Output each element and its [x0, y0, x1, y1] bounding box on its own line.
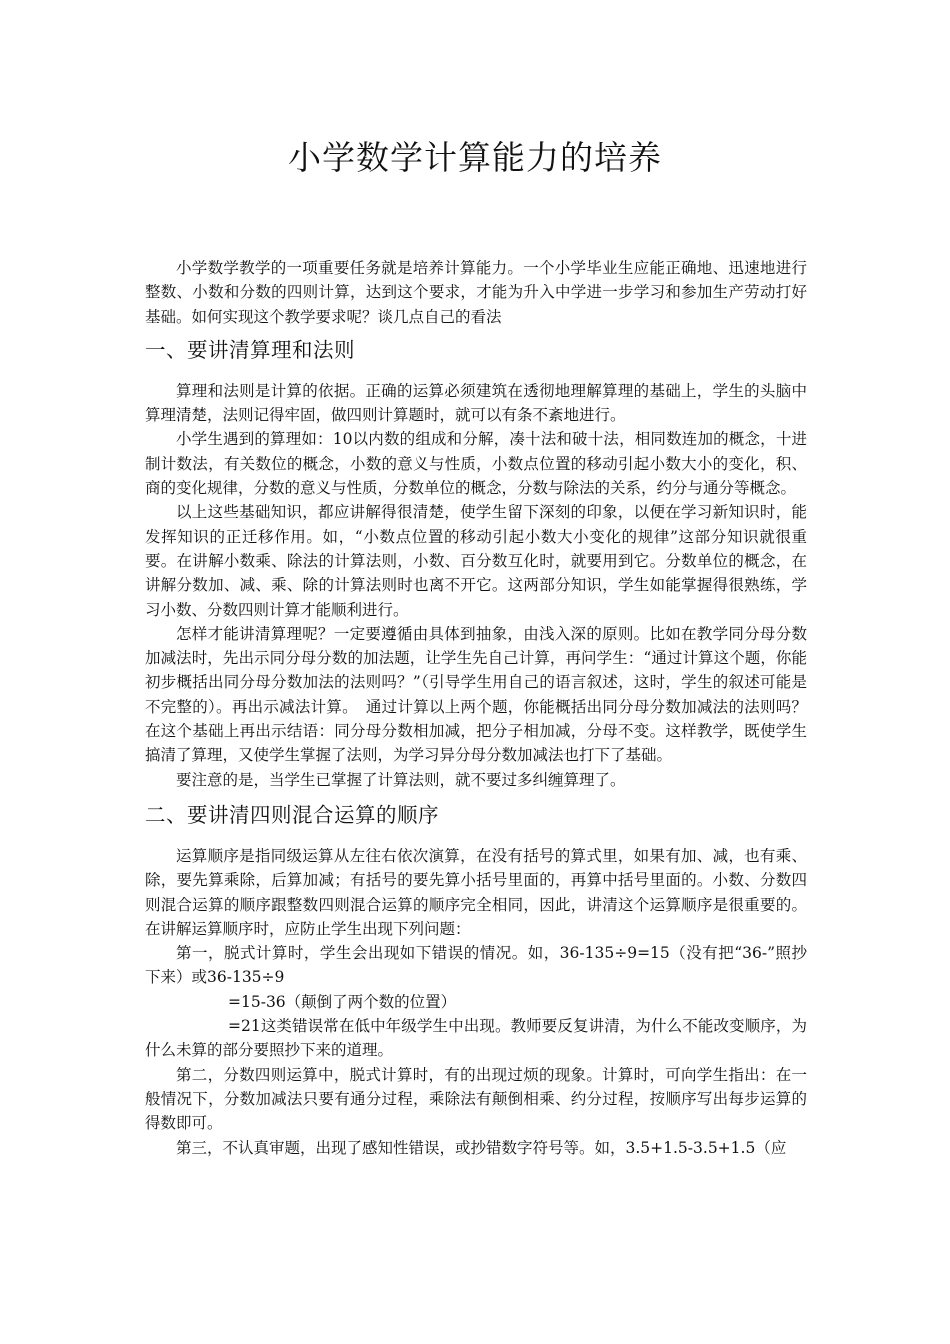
document-title: 小学数学计算能力的培养	[288, 138, 662, 177]
calculation-step: =21这类错误常在低中年级学生中出现。教师要反复讲清，为什么不能改变顺序，为什么未算的部分要照抄下来的道理。	[145, 1017, 807, 1060]
section-1-paragraph: 小学生遇到的算理如：10以内数的组成和分解，凑十法和破十法，相同数连加的概念，十进制计数法，有关数位的概念，小数的意义与性质，小数点位置的移动引起小数大小的变化，积、商的变化规律，分数的意义与性质，分数单位的概念，分数与除法的关系，约分与通分等概念。	[145, 430, 807, 498]
section-2-paragraph: 运算顺序是指同级运算从左往右依次演算，在没有括号的算式里，如果有加、减，也有乘、除，要先算乘除，后算加减；有括号的要先算小括号里面的，再算中括号里面的。小数、分数四则混合运算的顺序跟整数四则混合运算的顺序完全相同，因此，讲清这个运算顺序是很重要的。在讲解运算顺序时，应防止学生出现下列问题：	[145, 846, 807, 938]
section-2-paragraph: 第二，分数四则运算中，脱式计算时，有的出现过烦的现象。计算时，可向学生指出：在一般情况下，分数加减法只要有通分过程，乘除法有颠倒相乘、约分过程，按顺序写出每步运算的得数即可。	[145, 1065, 807, 1133]
intro-paragraph: 小学数学教学的一项重要任务就是培养计算能力。一个小学毕业生应能正确地、迅速地进行整数、小数和分数的四则计算，达到这个要求，才能为升入中学进一步学习和参加生产劳动打好基础。如何实现这个教学要求呢？谈几点自己的看法	[145, 259, 807, 326]
section-1-paragraph: 怎样才能讲清算理呢？一定要遵循由具体到抽象，由浅入深的原则。比如在教学同分母分数加减法时，先出示同分母分数的加法题，让学生先自己计算，再问学生：“通过计算这个题，你能初步概括出同分母分数加法的法则吗？”（引导学生用自己的语言叙述，这时，学生的叙述可能是不完整的）。再出示减法计算。 通过计算以上两个题，你能概括出同分母分数加减法的法则吗？在这个基础上再出示结语：同分母分数相加减，把分子相加减，分母不变。这样教学，既使学生搞清了算理，又使学生掌握了法则，为学习异分母分数加减法也打下了基础。	[145, 624, 807, 765]
section-2-heading: 二、要讲清四则混合运算的顺序	[145, 802, 439, 827]
calculation-step: =15-36（颠倒了两个数的位置）	[228, 992, 457, 1011]
section-1-heading: 一、要讲清算理和法则	[145, 337, 355, 362]
document-body	[145, 256, 807, 1160]
section-1-paragraph: 以上这些基础知识，都应讲解得很清楚，使学生留下深刻的印象，以便在学习新知识时，能发挥知识的正迁移作用。如，“小数点位置的移动引起小数大小变化的规律”这部分知识就很重要。在讲解小数乘、除法的计算法则，小数、百分数互化时，就要用到它。分数单位的概念，在讲解分数加、减、乘、除的计算法则时也离不开它。这两部分知识，学生如能掌握得很熟练，学习小数、分数四则计算才能顺利进行。	[145, 503, 807, 619]
section-2-paragraph: 第一，脱式计算时，学生会出现如下错误的情况。如，36-135÷9=15（没有把“36-”照抄下来）或36-135÷9	[145, 944, 807, 987]
section-1-paragraph: 要注意的是，当学生已掌握了计算法则，就不要过多纠缠算理了。	[176, 770, 626, 789]
section-2-paragraph: 第三，不认真审题，出现了感知性错误，或抄错数字符号等。如，3.5+1.5-3.5+1.5（应	[176, 1138, 787, 1157]
section-1-paragraph: 算理和法则是计算的依据。正确的运算必须建筑在透彻地理解算理的基础上，学生的头脑中算理清楚，法则记得牢固，做四则计算题时，就可以有条不紊地进行。	[145, 381, 807, 425]
